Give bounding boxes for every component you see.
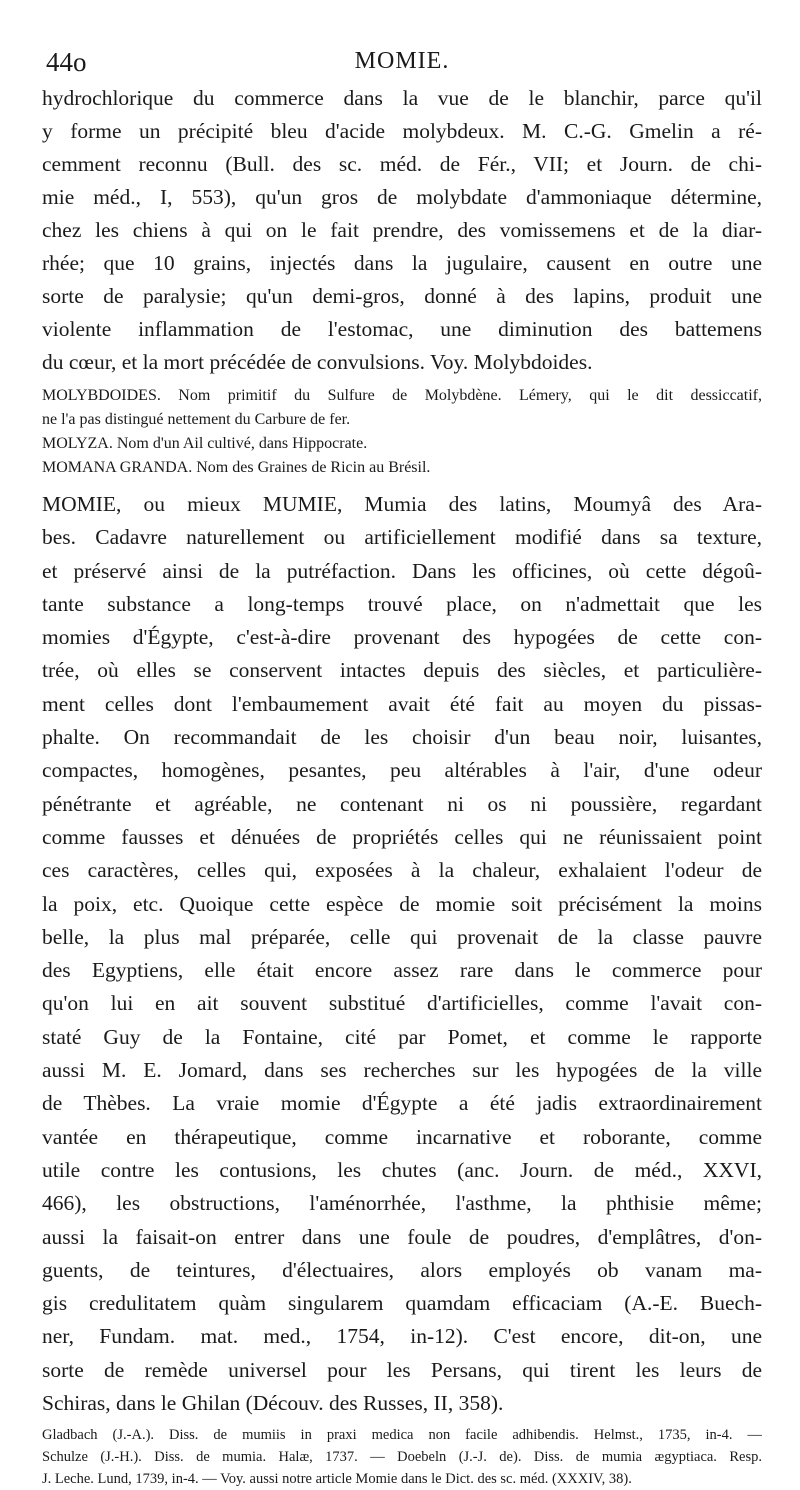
text-line: tante substance a long-temps trouvé place, on n'admettait que les: [42, 591, 762, 616]
page-number: 44o: [46, 47, 87, 77]
text-line: MOMIE, ou mieux MUMIE, Mumia des latins, Moumyâ des Ara-: [42, 492, 762, 516]
text-line: la poix, etc. Quoique cette espèce de momie soit précisément la moins: [42, 891, 762, 916]
text-line: momies d'Égypte, c'est-à-dire provenant des hypogées de cette con-: [42, 625, 762, 650]
page-header: [42, 40, 762, 82]
text-line: cemment reconnu (Bull. des sc. méd. de Fér., VII; et Journ. de chi-: [42, 152, 762, 176]
text-line: ces caractères, celles qui, exposées à la chaleur, exhalaient l'odeur de: [42, 858, 762, 883]
text-line: aussi M. E. Jomard, dans ses recherches sur les hypogées de la ville: [42, 1058, 762, 1083]
text-line: gis credulitatem quàm singularem quamdam efficaciam (A.-E. Buech-: [42, 1291, 762, 1316]
references: [42, 1424, 762, 1490]
reference-line: J. Leche. Lund, 1739, in-4. — Voy. aussi notre article Momie dans le Dict. des sc. méd. (XXXIV, 38).: [42, 1471, 632, 1488]
text-line: sorte de remède universel pour les Persans, qui tirent les leurs de: [42, 1357, 762, 1382]
text-line: trée, où elles se conservent intactes depuis des siècles, et particulière-: [42, 658, 762, 683]
text-line: guents, de teintures, d'électuaires, alors employés ob vanam ma-: [42, 1257, 762, 1282]
text-line: bes. Cadavre naturellement ou artificiellement modifié dans sa texture,: [42, 525, 762, 550]
small-entry-line: MOLYBDOIDES. Nom primitif du Sulfure de Molybdène. Lémery, qui le dit dessiccatif,: [42, 387, 762, 404]
text-line: ment celles dont l'embaumement avait été fait au moyen du pissas-: [42, 691, 762, 716]
text-line: pénétrante et agréable, ne contenant ni os ni poussière, regardant: [42, 791, 762, 816]
text-line: des Egyptiens, elle était encore assez rare dans le commerce pour: [42, 958, 762, 983]
text-line: y forme un précipité bleu d'acide molybdeux. M. C.-G. Gmelin a ré-: [42, 119, 762, 143]
text-line: ner, Fundam. mat. med., 1754, in-12). C'est encore, dit-on, une: [42, 1324, 762, 1349]
text-line: compactes, homogènes, pesantes, peu altérables à l'air, d'une odeur: [42, 758, 762, 783]
small-entries: [42, 384, 762, 480]
text-line: rhée; que 10 grains, injectés dans la jugulaire, causent en outre une: [42, 251, 762, 275]
text-line: comme fausses et dénuées de propriétés celles qui ne réunissaient point: [42, 824, 762, 849]
text-line: belle, la plus mal préparée, celle qui provenait de la classe pauvre: [42, 924, 762, 949]
text-line: et préservé ainsi de la putréfaction. Dans les officines, où cette dégoû-: [42, 558, 762, 583]
text-line: violente inflammation de l'estomac, une diminution des battemens: [42, 317, 762, 341]
text-line: qu'on lui en ait souvent substitué d'artificielles, comme l'avait con-: [42, 991, 762, 1016]
reference-line: Gladbach (J.-A.). Diss. de mumiis in praxi medica non facile adhibendis. Helmst., 1735, in-4. —: [42, 1427, 762, 1444]
text-line: aussi la faisait-on entrer dans une foule de poudres, d'emplâtres, d'on-: [42, 1224, 762, 1249]
text-line: mie méd., I, 553), qu'un gros de molybdate d'ammoniaque détermine,: [42, 185, 762, 209]
small-entry-line: MOMANA GRANDA. Nom des Graines de Ricin au Brésil.: [42, 459, 431, 476]
small-entry-line: ne l'a pas distingué nettement du Carbure de fer.: [42, 411, 351, 428]
text-line: vantée en thérapeutique, comme incarnative et roborante, comme: [42, 1124, 762, 1149]
running-head: MOMIE.: [354, 48, 450, 74]
text-line: sorte de paralysie; qu'un demi-gros, donné à des lapins, produit une: [42, 284, 762, 308]
text-line: staté Guy de la Fontaine, cité par Pomet, et comme le rapporte: [42, 1024, 762, 1049]
small-entry-line: MOLYZA. Nom d'un Ail cultivé, dans Hippocrate.: [42, 435, 368, 452]
text-line: utile contre les contusions, les chutes (anc. Journ. de méd., XXVI,: [42, 1157, 762, 1182]
text-line: du cœur, et la mort précédée de convulsions. Voy. Molybdoides.: [42, 350, 593, 374]
text-line: phalte. On recommandait de les choisir d'un beau noir, luisantes,: [42, 725, 762, 750]
text-line: de Thèbes. La vraie momie d'Égypte a été jadis extraordinairement: [42, 1091, 762, 1116]
main-article: [42, 488, 762, 1420]
text-line: hydrochlorique du commerce dans la vue de le blanchir, parce qu'il: [42, 86, 762, 110]
reference-line: Schulze (J.-H.). Diss. de mumia. Halæ, 1737. — Doebeln (J.-J. de). Diss. de mumia ægyptiaca. Resp.: [42, 1449, 762, 1466]
text-line: 466), les obstructions, l'aménorrhée, l'asthme, la phthisie même;: [42, 1191, 762, 1216]
text-line: chez les chiens à qui on le fait prendre, des vomissemens et de la diar-: [42, 218, 762, 242]
page: [42, 40, 762, 1488]
text-line: Schiras, dans le Ghilan (Découv. des Russes, II, 358).: [42, 1391, 504, 1416]
continuation-paragraph: [42, 82, 762, 379]
